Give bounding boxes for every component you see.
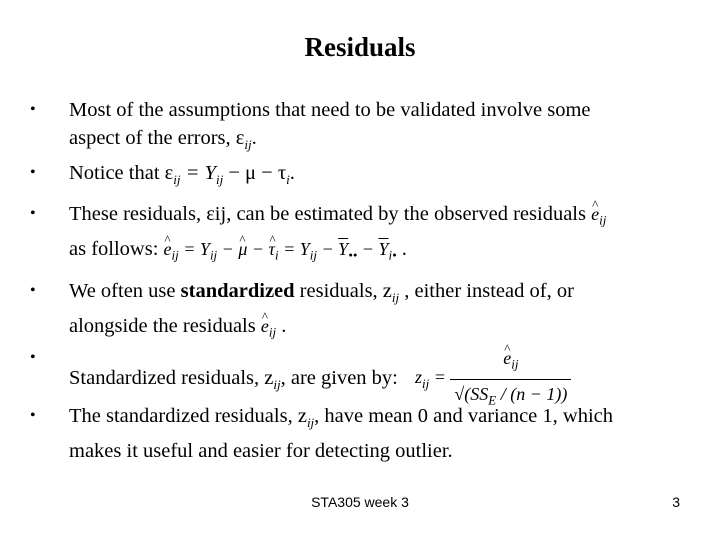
bullet-text: − μ − τ <box>223 162 287 184</box>
bullet-residuals: • These residuals, εij, can be estimated by the observed residuals ^ $e_{ij}$ as follows: ^ $e_{ij} = Y_{ij}$ − ^ μ − ^ $\tau_i = Y_{ij} - \overline{Y}_{••} - \overline{Y}_{i•}$ . <box>30 200 690 269</box>
residual-symbol: ^ $e_{ij}$ <box>261 316 276 336</box>
bullet-dot: • <box>30 349 36 366</box>
bullet-text: = Y <box>180 162 216 184</box>
bullet-text: aspect of the errors, ε <box>69 127 245 149</box>
bullet-text: . <box>289 162 295 184</box>
bullet-text: , are given by: <box>280 366 398 389</box>
subscript: ij <box>215 172 224 188</box>
bullet-text: , either instead of, or <box>399 280 574 302</box>
bullet-text: Standardized residuals, z <box>69 366 274 389</box>
bullet-standardized: • We often use standardized residuals, $z_{ij}$ , either instead of, or alongside the residuals ^ $e_{ij}$ . <box>30 277 690 347</box>
residual-equation: ^ $e_{ij} = Y_{ij}$ − ^ μ − ^ $\tau_i = Y_{ij} - \overline{Y}_{••} - \overline{Y}_{i•}$ <box>164 239 397 259</box>
bullet-mean-variance <box>30 402 690 465</box>
bullet-text: . <box>251 127 257 149</box>
bullet-notice <box>30 159 690 194</box>
bullet-dot: • <box>30 282 36 299</box>
bullet-dot: • <box>30 101 36 118</box>
residual-symbol: ^ $e_{ij}$ <box>591 204 606 224</box>
footer-course: STA305 week 3 <box>311 494 409 510</box>
subscript: ij <box>173 172 181 188</box>
bullet-text: The standardized residuals, z <box>69 405 307 427</box>
bullet-text: residuals, z <box>294 280 392 302</box>
bullet-dot: • <box>30 407 36 424</box>
footer-page-number: 3 <box>672 494 680 510</box>
bullet-dot: • <box>30 205 36 222</box>
bullet-assumptions <box>30 96 690 159</box>
bullet-text: We often use <box>69 280 181 302</box>
bullet-text: These residuals, εij, can be estimated by the observed residuals <box>69 203 586 225</box>
bullet-text: Notice that ε <box>69 162 174 184</box>
slide-title: Residuals <box>304 32 416 62</box>
bullet-text: alongside the residuals <box>69 315 256 338</box>
standardized-formula: $z_{ij}$ = ^ $\frac{e_{ij}}{√(SS_E / (n - 1))}$ <box>415 344 571 414</box>
subscript: ij <box>306 415 315 431</box>
bullet-text: makes it useful and easier for detecting outlier. <box>69 440 453 463</box>
bullet-dot: • <box>30 164 36 181</box>
subscript: ij <box>391 290 400 306</box>
subscript: ij <box>244 137 252 153</box>
bullet-text: , have mean 0 and variance 1, which <box>314 405 614 427</box>
bold-term: standardized <box>180 280 295 302</box>
bullet-text: as follows: <box>69 237 159 260</box>
subscript: i <box>286 172 290 188</box>
bullet-text: Most of the assumptions that need to be validated involve some <box>69 99 591 121</box>
subscript: ij <box>273 376 281 392</box>
